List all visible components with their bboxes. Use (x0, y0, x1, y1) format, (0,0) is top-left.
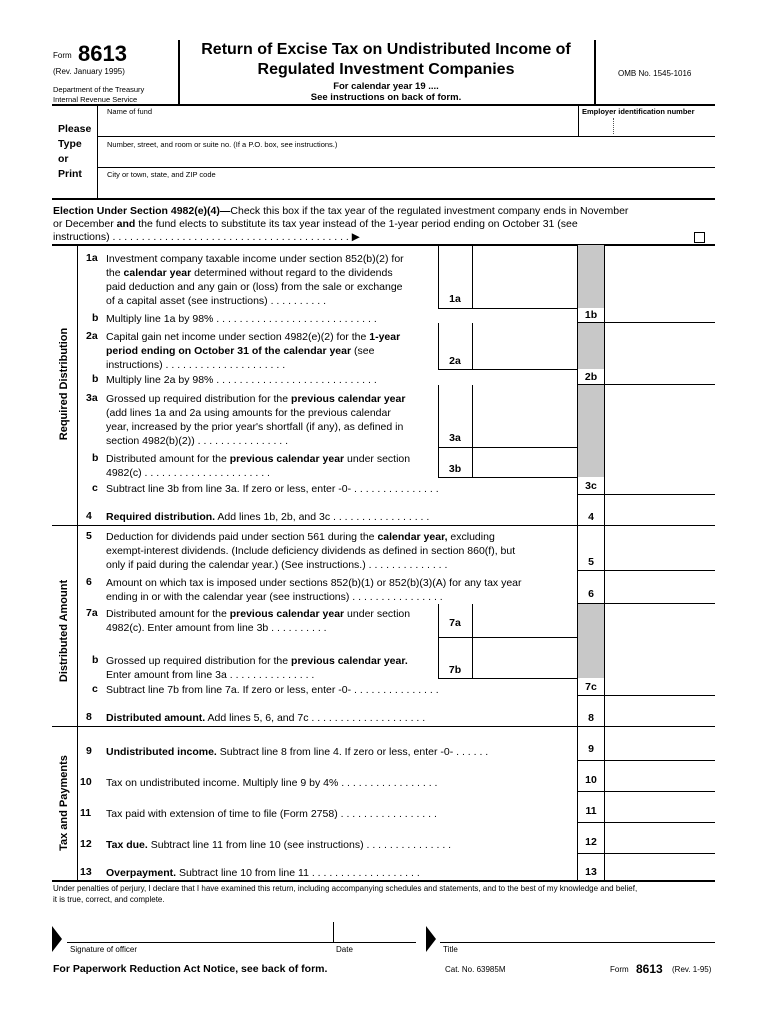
line-text: Amount on which tax is imposed under sections 852(b)(1) or 852(b)(3)(A) for any tax year (106, 577, 522, 589)
line-text (106, 266, 393, 281)
election-text-1: Check this box if the tax year of the regulated investment company ends in November (230, 205, 629, 217)
city-label: City or town, state, and ZIP code (107, 170, 216, 179)
line-7a-amount[interactable] (473, 606, 576, 636)
box-label: 11 (585, 805, 597, 817)
omb-number: OMB No. 1545-1016 (618, 69, 692, 78)
line-text-bold: previous calendar year (229, 453, 345, 465)
line-text: section 4982(b)(2)) . . . . . . . . . . . . . . . . (106, 435, 289, 447)
line-text: Tax paid with extension of time to file (Form 2758) . . . . . . . . . . . . . . . . . (106, 808, 437, 820)
line-text-bold: Tax due. (106, 839, 148, 851)
line-3b-amount[interactable] (473, 460, 576, 476)
line-text (106, 344, 374, 359)
line-text-part: under section (344, 608, 411, 620)
line-2b-amount[interactable] (605, 370, 714, 384)
line-text-part: Add lines 1b, 2b, and 3c . . . . . . . . . . . . . . . . . (215, 511, 430, 523)
department-name: Department of the Treasury (53, 85, 145, 94)
line-7b-amount[interactable] (473, 660, 576, 677)
line-text: year, increased by the prior year's shortfall (if any), as defined in (106, 421, 404, 433)
line-text-part: Grossed up required distribution for the (106, 655, 292, 667)
line-text (106, 838, 451, 853)
shaded-cell (578, 604, 604, 678)
line-number: 4 (86, 510, 92, 522)
line-text (106, 510, 429, 525)
line-number: 1a (86, 252, 98, 264)
perjury-line-1: Under penalties of perjury, I declare that I have examined this return, including accompanying schedules and statements, and to the best of my knowledge and belief, (53, 884, 638, 893)
line-number: b (92, 654, 99, 666)
box-label: 4 (588, 511, 594, 523)
line-number: b (92, 312, 99, 324)
shaded-cell (578, 245, 604, 308)
line-1b-amount[interactable] (605, 309, 714, 322)
line-9-amount[interactable] (605, 728, 714, 759)
line-text: Enter amount from line 3a . . . . . . . . . . . . . . . (106, 669, 315, 681)
line-text (106, 745, 488, 760)
box-label: 3c (585, 480, 597, 492)
line-text: paid deduction and any gain or (loss) from the sale or exchange (106, 281, 403, 293)
line-text: ending in or with the calendar year (see instructions) . . . . . . . . . . . . . . . . (106, 591, 443, 603)
title-label: Title (443, 945, 458, 954)
line-2a-amount[interactable] (473, 352, 576, 368)
date-label: Date (336, 945, 353, 954)
section-label-distributed-amount: Distributed Amount (58, 579, 70, 683)
election-checkbox[interactable] (694, 232, 705, 243)
fund-name-label: Name of fund (107, 107, 153, 116)
revision-date: (Rev. January 1995) (53, 67, 125, 76)
sign-here-arrow-icon (52, 926, 62, 952)
box-label: 1b (584, 309, 598, 321)
line-text-bold: previous calendar year (229, 608, 345, 620)
sign-here-arrow-icon (426, 926, 436, 952)
line-number: 7a (86, 607, 98, 619)
line-number: 6 (86, 576, 92, 588)
line-text: exempt-interest dividends. (Include deficiency dividends as defined in section 860(f), but (106, 545, 516, 557)
line-text-bold: Overpayment. (106, 867, 177, 879)
line-text: 4982(c) . . . . . . . . . . . . . . . . . . . . . . (106, 467, 270, 479)
box-label: 5 (588, 556, 594, 568)
ein-label: Employer identification number (582, 107, 695, 116)
address-field[interactable] (100, 150, 712, 164)
line-number: 9 (86, 745, 92, 757)
shaded-cell (578, 323, 604, 369)
line-3c-amount[interactable] (605, 479, 714, 493)
line-number: 13 (80, 866, 92, 878)
print-label: Print (58, 168, 82, 180)
box-label: 10 (585, 774, 597, 786)
line-text: (add lines 1a and 2a using amounts for the previous calendar (106, 407, 391, 419)
box-label: 8 (588, 712, 594, 724)
election-text-2a: or December (53, 218, 117, 230)
paperwork-notice: For Paperwork Reduction Act Notice, see back of form. (53, 963, 328, 975)
line-text (106, 330, 400, 345)
line-text-part: Subtract line 10 from line 11 . . . . . . . . . . . . . . . . . . . (176, 867, 420, 879)
line-text-bold: Distributed amount. (106, 712, 206, 724)
box-label: 3b (448, 463, 462, 475)
line-text-part: Distributed amount for the (106, 608, 230, 620)
footer-form-word: Form (610, 965, 629, 974)
type-label: Type (58, 138, 82, 150)
line-text: Multiply line 2a by 98% . . . . . . . . . . . . . . . . . . . . . . . . . . . . (106, 374, 377, 386)
line-3a-amount[interactable] (473, 430, 576, 446)
line-text-part: Grossed up required distribution for the (106, 393, 292, 405)
line-12-amount[interactable] (605, 824, 714, 852)
box-label: 2b (584, 371, 598, 383)
footer-revision: (Rev. 1-95) (672, 965, 712, 974)
line-1a-amount[interactable] (473, 290, 576, 307)
shaded-cell (578, 385, 604, 477)
ein-field[interactable] (582, 117, 714, 134)
section-label-tax-and-payments: Tax and Payments (58, 755, 70, 851)
box-label: 6 (588, 588, 594, 600)
line-text-part: excluding (447, 531, 495, 543)
line-text: Tax on undistributed income. Multiply line 9 by 4% . . . . . . . . . . . . . . . . . (106, 777, 438, 789)
election-heading: Election Under Section 4982(e)(4)— (53, 205, 231, 217)
date-field[interactable] (336, 925, 413, 942)
line-number: 2a (86, 330, 98, 342)
line-text: Subtract line 3b from line 3a. If zero or less, enter -0- . . . . . . . . . . . . . . . (106, 483, 439, 495)
line-text (106, 866, 420, 881)
perjury-line-2: it is true, correct, and complete. (53, 895, 165, 904)
line-text: Multiply line 1a by 98% . . . . . . . . . . . . . . . . . . . . . . . . . . . . (106, 313, 377, 325)
box-label: 2a (449, 355, 461, 367)
line-text-part: under section (344, 453, 411, 465)
section-label-required-distribution: Required Distribution (58, 327, 70, 441)
box-label: 3a (449, 432, 461, 444)
line-text-part: (see (351, 345, 375, 357)
line-text (106, 452, 410, 467)
line-8-amount[interactable] (605, 697, 714, 725)
line-number: b (92, 373, 99, 385)
box-label: 7b (448, 664, 462, 676)
line-text-bold: 1-year (369, 331, 401, 343)
footer-form-number: 8613 (636, 962, 663, 976)
form-word: Form (53, 51, 72, 60)
line-text-part: the (106, 267, 124, 279)
line-7c-amount[interactable] (605, 680, 714, 694)
line-text: Investment company taxable income under section 852(b)(2) for (106, 253, 404, 265)
signature-field[interactable] (67, 925, 330, 942)
line-number: 12 (80, 838, 92, 850)
catalog-number: Cat. No. 63985M (445, 965, 506, 974)
election-and: and (116, 218, 136, 230)
line-text: only if paid during the calendar year.) (See instructions.) . . . . . . . . . . . . . . (106, 559, 448, 571)
line-11-amount[interactable] (605, 793, 714, 821)
line-text: Subtract line 7b from line 7a. If zero or less, enter -0- . . . . . . . . . . . . . . . (106, 684, 439, 696)
line-text-part: Subtract line 11 from line 10 (see instructions) . . . . . . . . . . . . . . . (147, 839, 452, 851)
line-text: instructions) . . . . . . . . . . . . . . . . . . . . . (106, 359, 286, 371)
instructions-reference: See instructions on back of form. (310, 92, 462, 103)
form-title-line2: Regulated Investment Companies (257, 61, 515, 78)
agency-name: Internal Revenue Service (53, 95, 138, 104)
form-title (178, 40, 594, 80)
title-field[interactable] (440, 925, 712, 942)
form-title-line1: Return of Excise Tax on Undistributed Income of (201, 41, 571, 58)
box-label: 13 (585, 866, 597, 878)
line-text-bold: calendar year, (377, 531, 448, 543)
form-number: 8613 (78, 41, 127, 66)
line-13-amount[interactable] (605, 855, 714, 879)
line-6-amount[interactable] (605, 571, 714, 602)
line-text: 4982(c). Enter amount from line 3b . . . . . . . . . . (106, 622, 327, 634)
line-text-bold: period ending on October 31 of the calendar year (106, 345, 352, 357)
line-text-part: Add lines 5, 6, and 7c . . . . . . . . . . . . . . . . . . . . (205, 712, 426, 724)
line-text-bold: previous calendar year (291, 393, 406, 405)
address-label: Number, street, and room or suite no. (If a P.O. box, see instructions.) (107, 140, 338, 149)
line-text-part: Deduction for dividends paid under section 561 during the (106, 531, 378, 543)
line-text-part: Distributed amount for the (106, 453, 230, 465)
line-5-amount[interactable] (605, 527, 714, 569)
line-text-bold: Required distribution. (106, 511, 216, 523)
line-text-bold: Undistributed income. (106, 746, 217, 758)
signature-label: Signature of officer (70, 945, 138, 954)
please-label: Please (58, 123, 92, 135)
line-number: 5 (86, 530, 92, 542)
box-label: 9 (588, 743, 594, 755)
city-state-zip-field[interactable] (100, 180, 712, 196)
box-label: 7a (449, 617, 461, 629)
line-number: c (92, 683, 98, 695)
fund-name-field[interactable] (100, 117, 575, 134)
line-text-bold: calendar year (123, 267, 192, 279)
or-label: or (58, 153, 69, 165)
line-text (106, 392, 405, 407)
line-number: 8 (86, 711, 92, 723)
line-text-part: Capital gain net income under section 4982(e)(2) for the (106, 331, 370, 343)
line-text-part: determined without regard to the dividends (191, 267, 393, 279)
line-text (106, 607, 410, 622)
line-number: 10 (80, 776, 92, 788)
perjury-statement (53, 883, 637, 905)
line-text-bold: previous calendar year. (291, 655, 408, 667)
line-number: 3a (86, 392, 98, 404)
box-label: 1a (449, 293, 461, 305)
line-text (106, 711, 425, 726)
line-10-amount[interactable] (605, 762, 714, 790)
line-text-part: Subtract line 8 from line 4. If zero or less, enter -0- . . . . . . (216, 746, 489, 758)
box-label: 7c (585, 681, 597, 693)
line-text (106, 654, 408, 669)
line-number: b (92, 452, 99, 464)
calendar-year-line: For calendar year 19 .... (333, 81, 439, 92)
line-number: c (92, 482, 98, 494)
line-4-amount[interactable] (605, 496, 714, 524)
line-text (106, 530, 495, 545)
election-text-2b: the fund elects to substitute its tax year instead of the 1-year period ending on October 31 (see (135, 218, 578, 230)
box-label: 12 (585, 836, 597, 848)
line-number: 11 (80, 807, 92, 819)
line-text: of a capital asset (see instructions) . . . . . . . . . . (106, 295, 327, 307)
election-line3: instructions) . . . . . . . . . . . . . . . . . . . . . . . . . . . . . . . . . . . . . . . . . ▶ (53, 231, 360, 243)
